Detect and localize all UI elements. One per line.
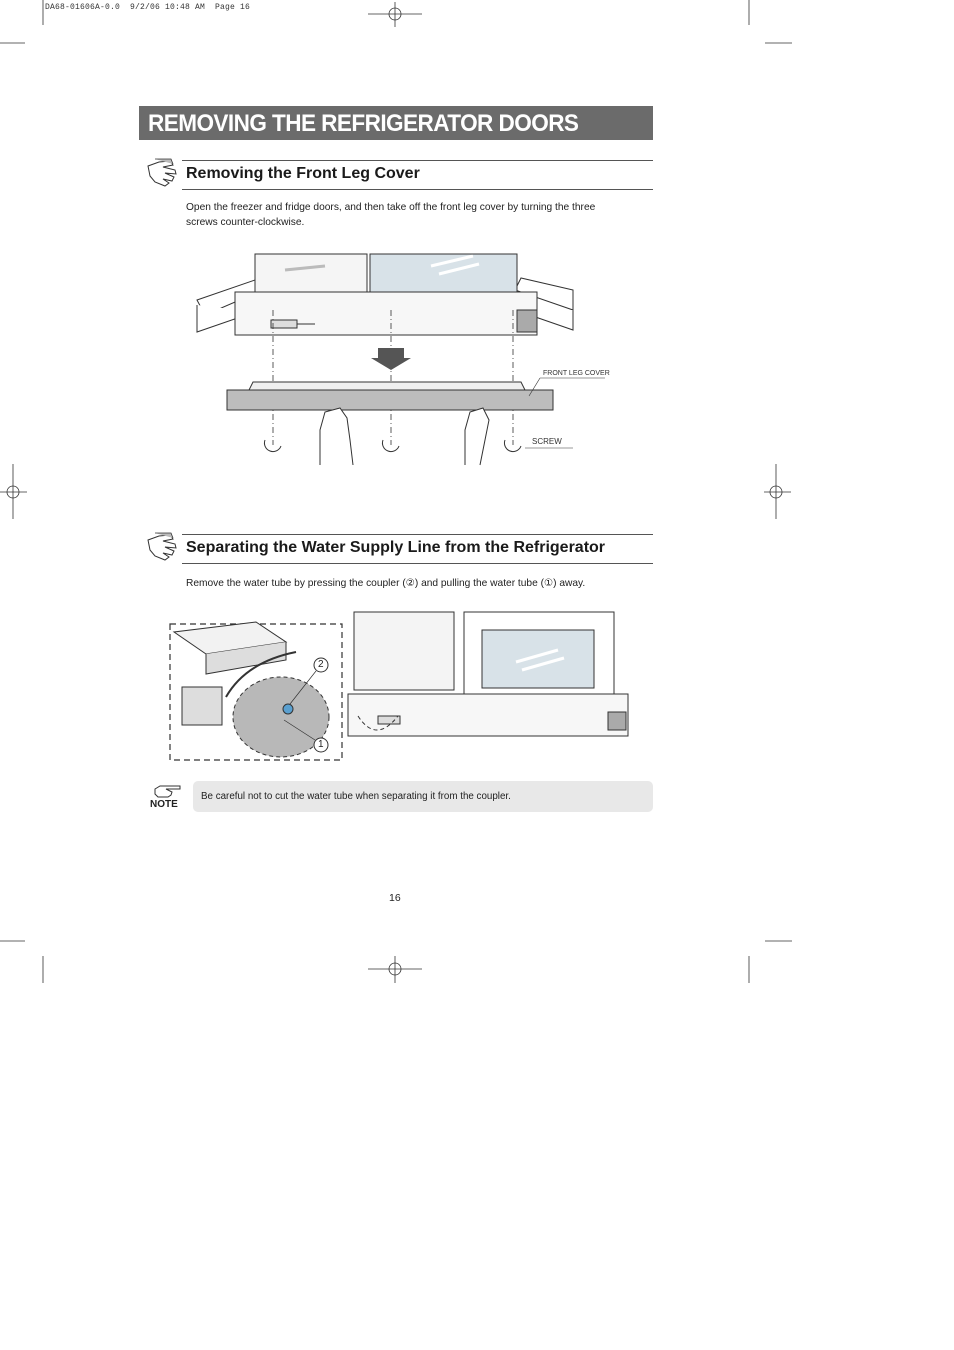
section-body-text: Open the freezer and fridge doors, and then take off the front leg cover by turning the three screws counter-clockwise. [186,202,596,228]
marker-coupler: 2 [318,659,324,670]
hand-icon [145,532,179,562]
page-number: 16 [389,892,401,904]
section-header-water-supply-line [182,534,653,564]
page-title: REMOVING THE REFRIGERATOR DOORS [148,110,579,137]
section-body-text: Remove the water tube by pressing the coupler (②) and pulling the water tube (①) away. [186,578,586,589]
note-box [193,781,653,812]
section-header-front-leg-cover [182,160,653,190]
section-heading: Separating the Water Supply Line from the Refrigerator [186,539,606,556]
note-label: NOTE [150,799,178,810]
hand-icon [145,158,179,188]
marker-water-tube: 1 [318,739,324,750]
callout-screw: SCREW [532,437,562,446]
water-supply-illustration [166,612,636,762]
title-bar [139,106,653,140]
section-heading: Removing the Front Leg Cover [186,165,420,182]
callout-front-leg-cover: FRONT LEG COVER [543,370,610,377]
note-text: Be careful not to cut the water tube when separating it from the coupler. [201,791,511,802]
print-slug: DA68-01606A-0.0 9/2/06 10:48 AM Page 16 [45,3,251,12]
